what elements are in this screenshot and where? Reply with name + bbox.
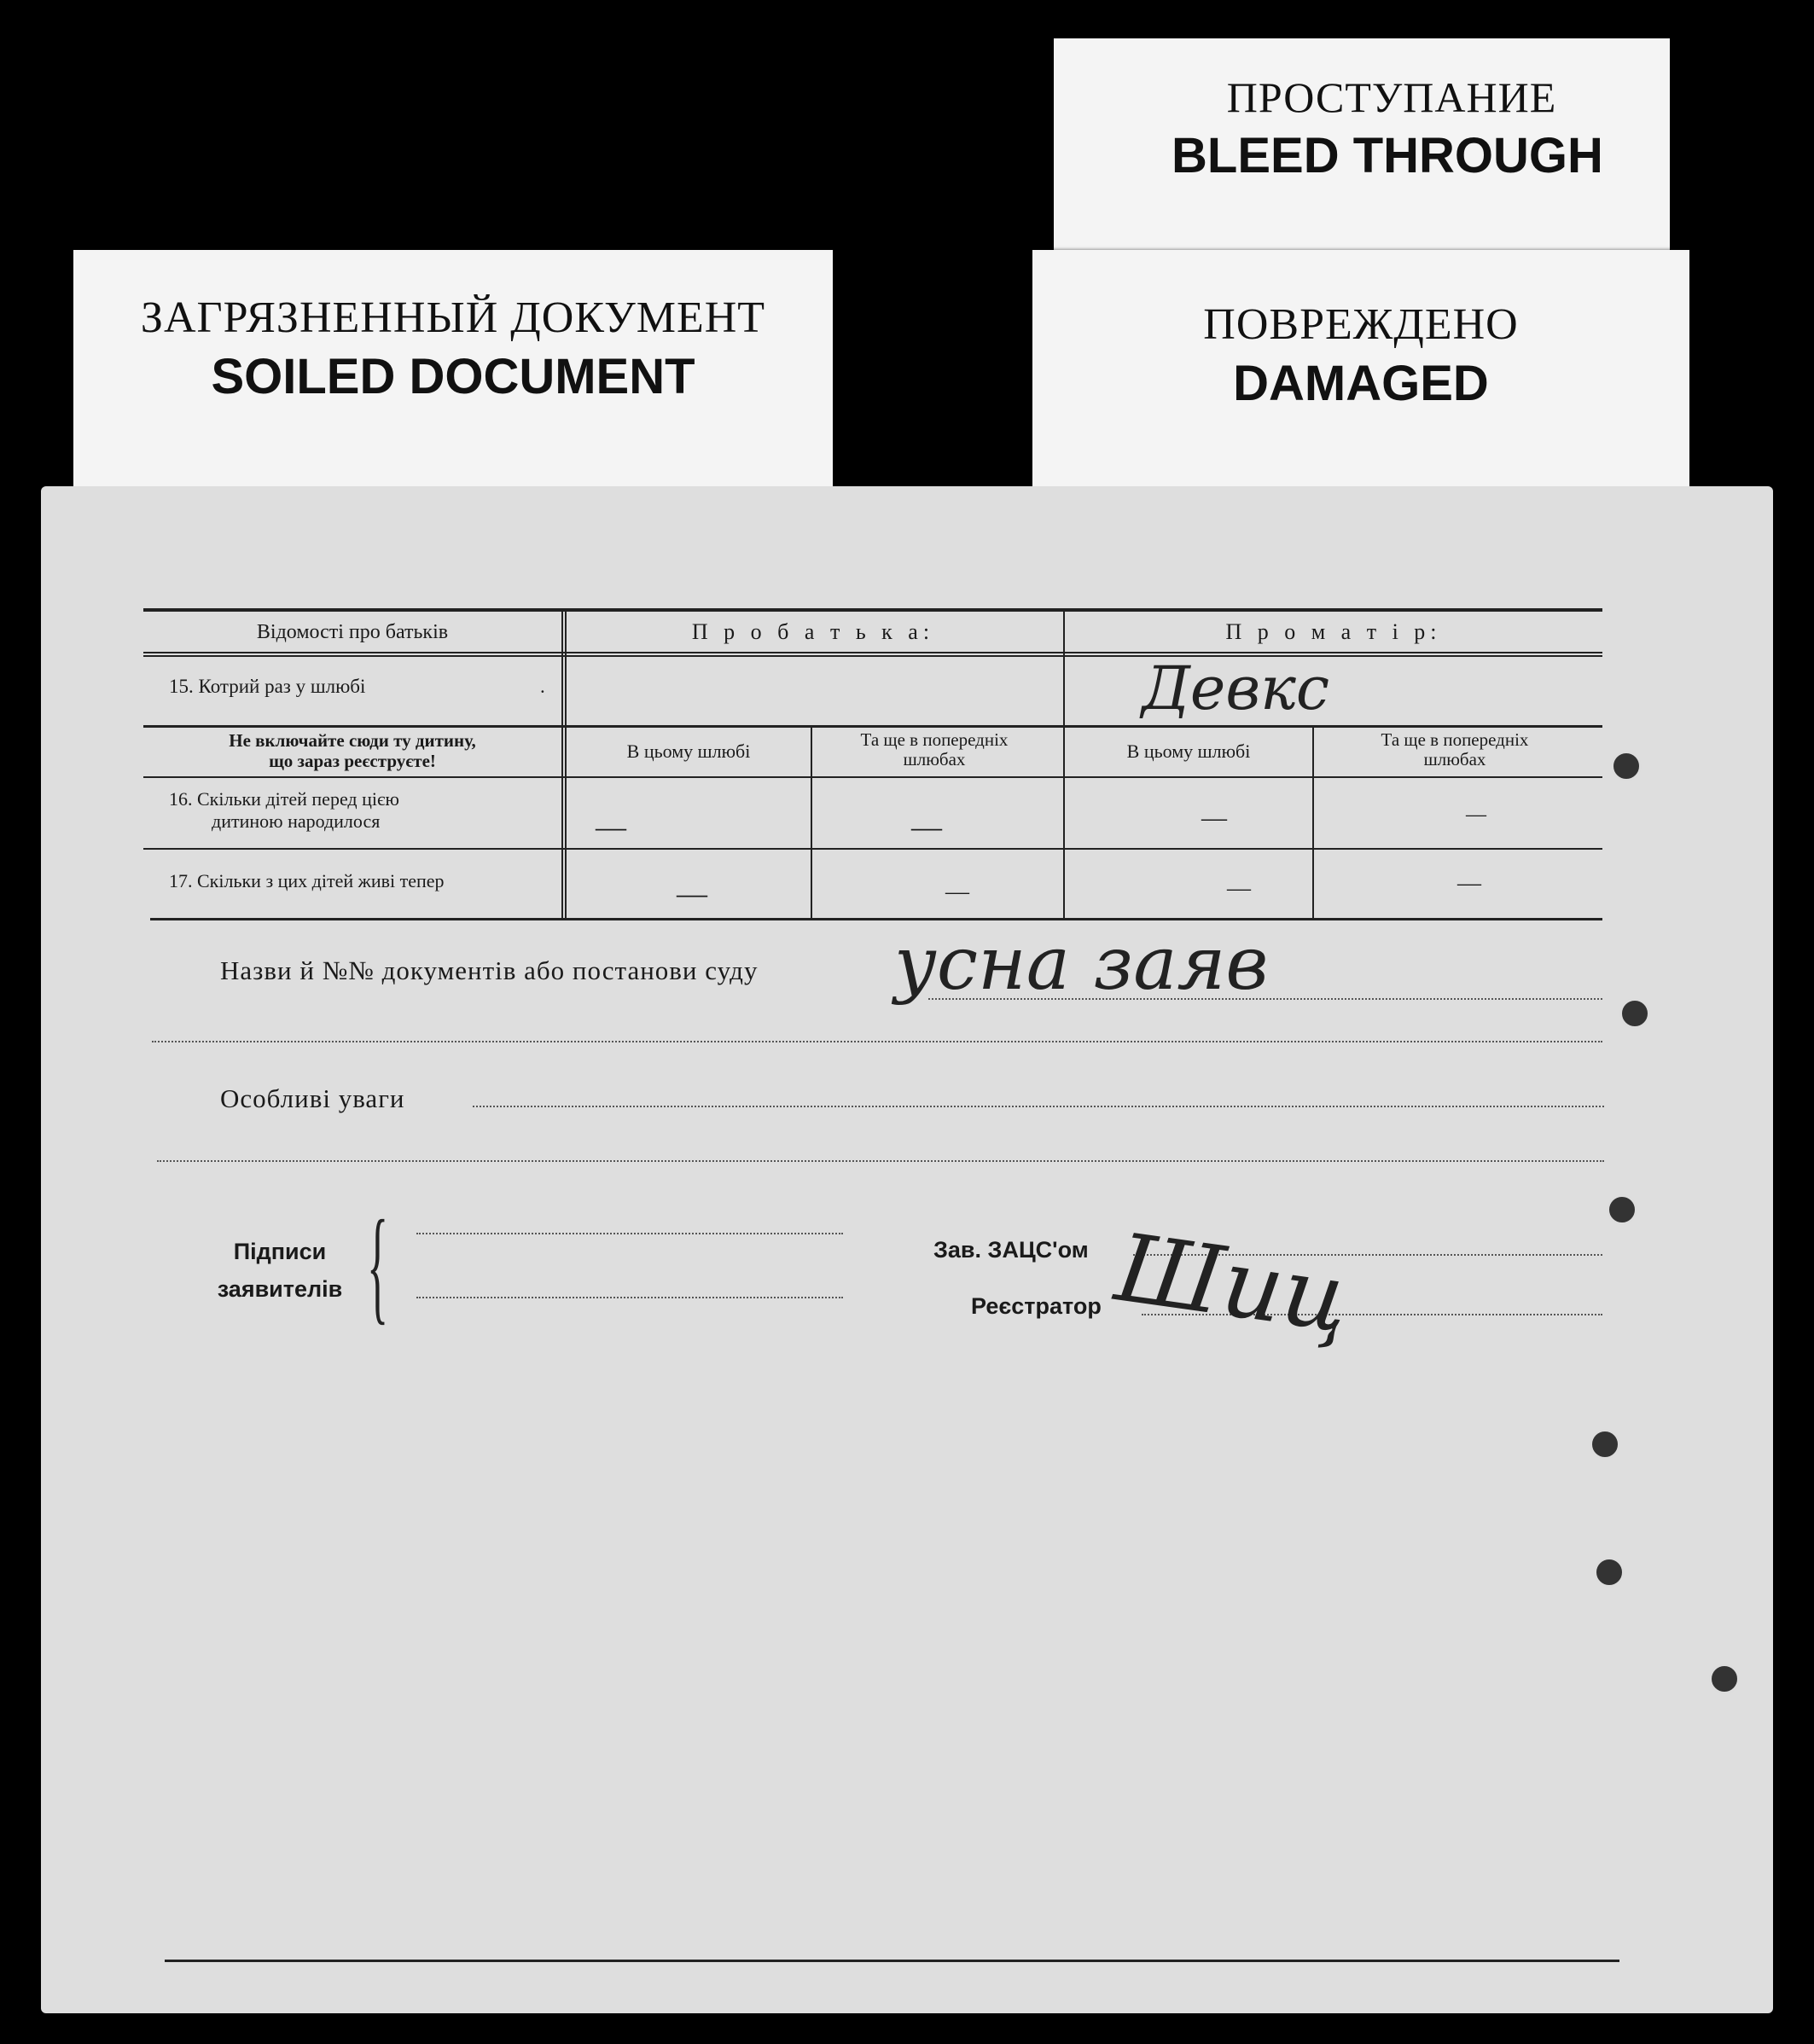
father-previous-head xyxy=(812,730,1056,769)
row15-rule xyxy=(143,725,1602,728)
subhead-rule xyxy=(143,776,1602,778)
mother-this-marriage-head: В цьому шлюбі xyxy=(1126,740,1251,762)
soiled-document-tag xyxy=(73,250,833,499)
row16-line2: дитиною народилося xyxy=(212,810,381,832)
soiled-tag-ru: ЗАГРЯЗНЕННЫЙ ДОКУМЕНТ xyxy=(140,293,766,342)
col-divider-2 xyxy=(1063,610,1065,920)
row16-mother-this: — xyxy=(1201,804,1227,832)
registrar-signature: Шиц xyxy=(1109,1212,1356,1354)
row17-mother-prev: — xyxy=(1457,870,1481,897)
applicant-sign-line-1 xyxy=(416,1233,843,1234)
header-rule xyxy=(143,652,1602,653)
punch-hole-2 xyxy=(1619,998,1650,1029)
mother-previous-head xyxy=(1314,730,1596,769)
mother-previous-line1: Та ще в попередніх xyxy=(1381,729,1529,750)
exclusion-note-line1: Не включайте сюди ту дитину, xyxy=(229,730,476,751)
col-divider-1 xyxy=(561,610,563,920)
col-divider-1b xyxy=(565,610,567,920)
documents-line xyxy=(928,998,1602,1000)
father-previous-line2: шлюбах xyxy=(903,749,966,769)
documents-value: усна заяв xyxy=(894,921,1269,1007)
header-rule-2 xyxy=(143,655,1602,657)
signatures-line2: заявителів xyxy=(217,1276,343,1302)
punch-hole-1 xyxy=(1611,751,1642,781)
punch-hole-5 xyxy=(1594,1557,1625,1588)
documents-label: Назви й №№ документів або постанови суду xyxy=(220,955,759,985)
remarks-line-2 xyxy=(157,1160,1604,1162)
exclusion-note xyxy=(152,730,553,771)
header-about-mother: П р о м а т і р: xyxy=(1225,619,1442,644)
form-sheet xyxy=(41,486,1773,2013)
row16-line1: 16. Скільки дітей перед цією xyxy=(169,788,399,810)
row16-father-prev: — xyxy=(911,810,942,844)
applicant-sign-line-2 xyxy=(416,1297,843,1298)
row16-mother-prev: — xyxy=(1466,804,1486,826)
damaged-tag xyxy=(1032,250,1689,497)
bleed-tag-en: BLEED THROUGH xyxy=(1172,128,1603,183)
row17-label: 17. Скільки з цих дітей живі тепер xyxy=(169,870,445,891)
row16-label xyxy=(169,788,399,833)
row15-label: 15. Котрий раз у шлюбі xyxy=(169,676,366,697)
row17-father-this: — xyxy=(677,876,707,910)
damaged-tag-ru: ПОВРЕЖДЕНО xyxy=(1203,300,1519,349)
bleed-through-tag xyxy=(1054,38,1670,260)
row17-mother-this: — xyxy=(1227,875,1251,902)
row15-dot: . xyxy=(540,676,545,697)
father-previous-line1: Та ще в попередніх xyxy=(860,729,1009,750)
exclusion-note-line2: що зараз реєструєте! xyxy=(269,751,436,771)
registrar-label: Реєстратор xyxy=(971,1293,1102,1319)
damaged-tag-en: DAMAGED xyxy=(1233,356,1489,411)
bleed-tag-ru: ПРОСТУПАНИЕ xyxy=(1226,73,1557,121)
soiled-tag-en: SOILED DOCUMENT xyxy=(211,349,695,404)
signatures-line1: Підписи xyxy=(233,1239,327,1264)
punch-hole-6 xyxy=(1709,1664,1740,1694)
row16-rule xyxy=(143,848,1602,850)
mother-previous-line2: шлюбах xyxy=(1423,749,1486,769)
punch-hole-4 xyxy=(1590,1429,1620,1460)
row17-father-prev: — xyxy=(945,879,969,905)
row15-mother-value: Девкс xyxy=(1142,653,1330,723)
father-this-marriage-head: В цьому шлюбі xyxy=(626,740,751,762)
punch-hole-3 xyxy=(1607,1194,1637,1225)
remarks-line xyxy=(473,1106,1604,1107)
header-about-father: П р о б а т ь к а: xyxy=(691,619,935,644)
page-bottom-rule xyxy=(165,1960,1619,1962)
header-parents-info: Відомості про батьків xyxy=(256,621,449,643)
documents-line-2 xyxy=(152,1041,1602,1042)
signatures-brace: { xyxy=(367,1194,389,1336)
remarks-label: Особливі уваги xyxy=(220,1083,405,1113)
applicants-signatures-label xyxy=(207,1233,352,1308)
table-top-rule xyxy=(143,608,1602,612)
head-of-registry-label: Зав. ЗАЦС'ом xyxy=(933,1237,1089,1263)
row16-father-this: — xyxy=(596,810,626,844)
table-bottom-rule xyxy=(150,918,1602,920)
